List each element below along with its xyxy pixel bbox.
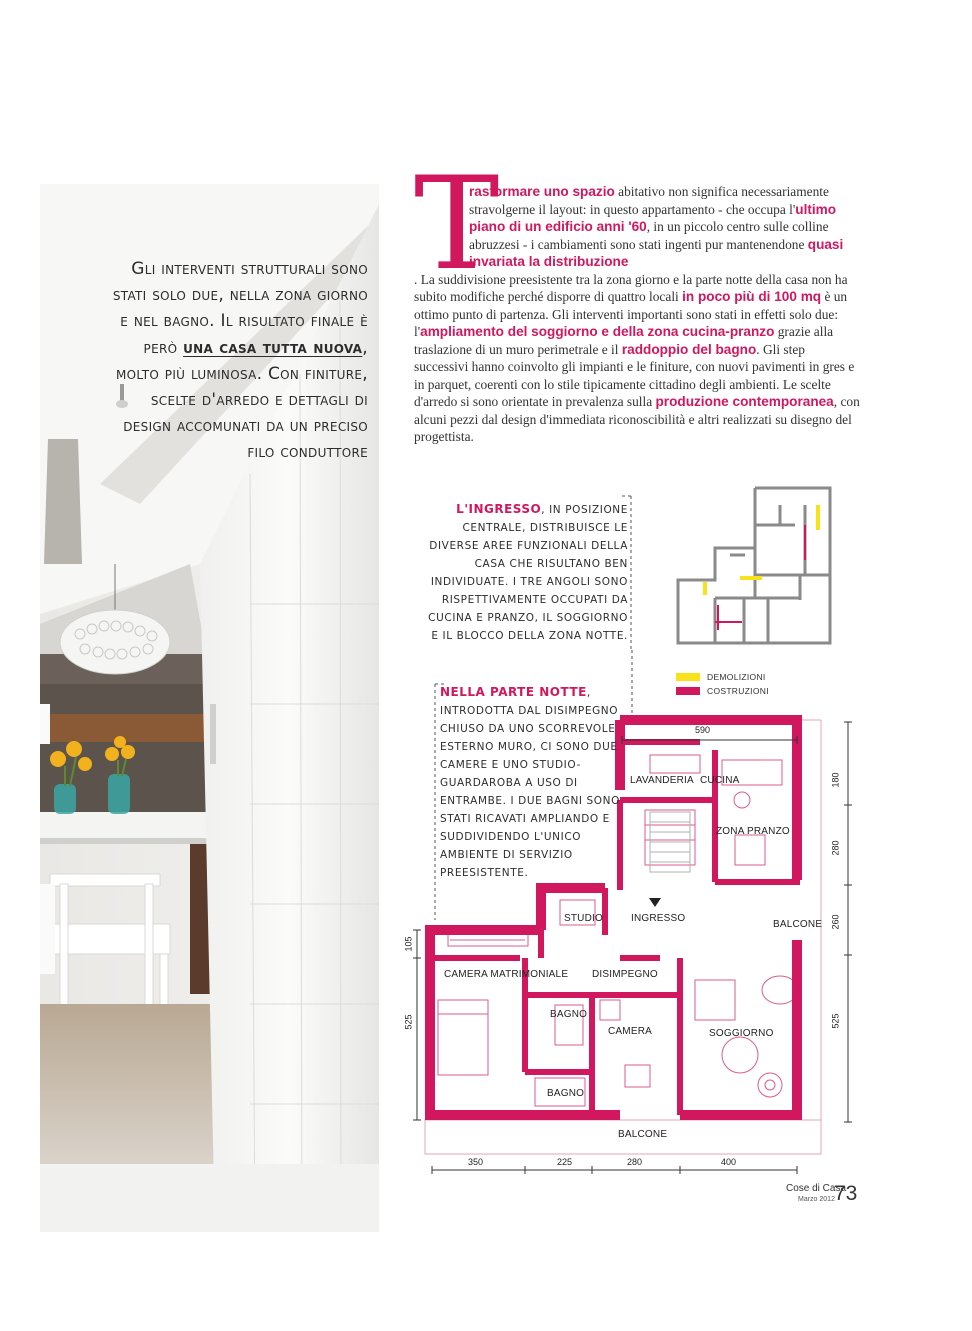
article-highlight: rasformare uno spazio <box>469 184 615 199</box>
article-highlight: ampliamento del soggiorno e della zona cucina-pranzo <box>420 324 775 339</box>
room-label-bagno-1: BAGNO <box>550 1009 588 1020</box>
article-highlight: quasi invariata la distribuzione <box>469 236 844 269</box>
article-text: , in un piccolo centro sulle colline abruzzesi - i cambiamenti sono stati ingenti pur mantenendone <box>469 219 829 252</box>
small-floor-plan <box>678 488 830 643</box>
issue-date: Marzo 2012 <box>798 1196 835 1203</box>
room-label-studio: STUDIO <box>564 913 603 924</box>
legend-label: COSTRUZIONI <box>707 686 769 696</box>
page-number: 73 <box>834 1182 858 1205</box>
caption-ingresso <box>428 500 628 645</box>
dimension-left-2: 525 <box>403 1014 414 1030</box>
dimension-bottom-4: 400 <box>721 1157 737 1167</box>
dimension-top: 590 <box>695 725 711 735</box>
dimension-bottom-2: 225 <box>557 1157 573 1167</box>
dimension-bottom-1: 350 <box>468 1157 484 1167</box>
article-text: . Gli step successivi hanno coinvolto gli impianti e le finiture, con nuovi pavimenti in gres e in parquet, coerenti con lo stile tipicamente cittadino degli ambienti. Le scelte d'arredo si sono orientate in prevalenza sulla <box>414 341 855 409</box>
article-text: . La suddivisione preesistente tra la zona giorno e la parte notte della casa non ha subito modifiche perché disporre di quattro locali <box>414 271 848 304</box>
legend-label: DEMOLIZIONI <box>707 672 766 682</box>
room-label-zona-pranzo: ZONA PRANZO <box>716 826 790 837</box>
dimension-right-4: 525 <box>830 1013 841 1029</box>
room-label-ingresso: INGRESSO <box>631 913 686 924</box>
legend-demolizioni <box>676 670 769 684</box>
magazine-name: Cose di Casa <box>786 1183 847 1194</box>
legend-swatch-pink <box>676 687 700 695</box>
article-highlight: ultimo piano di un edificio anni '60 <box>469 201 837 234</box>
article-text: abitativo non significa necessariamente stravolgerne il layout: in questo appartamento - che occupa l' <box>469 184 829 217</box>
legend-swatch-yellow <box>676 673 700 681</box>
article-text: grazie alla traslazione di un muro perimetrale e il <box>414 324 834 357</box>
room-label-balcone-east: BALCONE <box>773 919 823 930</box>
caption-notte <box>440 683 620 882</box>
room-label-disimpegno: DISIMPEGNO <box>592 969 658 980</box>
article-text: , con alcuni pezzi dal design d'immediata riconoscibilità e altri realizzati su disegno del progettista. <box>414 394 860 444</box>
dimension-right-1: 180 <box>830 772 841 788</box>
article-highlight: raddoppio del bagno <box>621 341 757 357</box>
room-label-camera: CAMERA <box>608 1026 652 1037</box>
caption-ingresso-text: , IN POSIZIONE CENTRALE, DISTRIBUISCE LE DIVERSE AREE FUNZIONALI DELLA CASA CHE RISULTANO BEN INDIVIDUATE. I TRE ANGOLI SONO RISPETTIVAMENTE OCCUPATI DA CUCINA E PRANZO, IL SOGGIORNO E IL BLOCCO DELLA ZONA NOTTE. <box>428 504 628 642</box>
pull-quote-highlight: una casa tutta nuova <box>183 337 363 358</box>
room-label-balcone-south: BALCONE <box>618 1129 668 1140</box>
pull-quote-text-2: , molto più luminosa. Con finiture, scelte d'arredo e dettagli di design accomunati da un preciso filo conduttore <box>115 337 368 463</box>
caption-notte-text: , INTRODOTTA DAL DISIMPEGNO CHIUSO DA UNO SCORREVOLE ESTERNO MURO, CI SONO DUE CAMERE E UNO STUDIO-GUARDAROBA A USO DI ENTRAMBE. I DUE BAGNI SONO STATI RICAVATI AMPLIANDO E SUDDIVIDENDO L'UNICO AMBIENTE DI SERVIZIO PREESISTENTE. <box>440 687 620 879</box>
room-label-bagno-2: BAGNO <box>547 1088 585 1099</box>
legend-costruzioni <box>676 684 769 698</box>
pull-quote-text-1: Gli interventi strutturali sono stati solo due, nella zona giorno e nel bagno. Il risultato finale è però <box>112 259 368 358</box>
caption-ingresso-title: L'INGRESSO <box>456 502 542 516</box>
dimension-left-1: 105 <box>403 936 414 952</box>
room-label-camera-matrimoniale: CAMERA MATRIMONIALE <box>444 969 569 980</box>
article-highlight: in poco più di 100 mq <box>682 289 822 304</box>
room-label-soggiorno: SOGGIORNO <box>709 1028 774 1039</box>
drop-cap: T <box>414 150 500 299</box>
plan-legend <box>676 670 769 698</box>
caption-notte-title: NELLA PARTE NOTTE <box>440 685 587 699</box>
dimension-right-3: 260 <box>830 914 841 930</box>
room-label-lavanderia: LAVANDERIA <box>630 775 694 786</box>
article-highlight: produzione contemporanea <box>655 394 834 409</box>
room-label-cucina: CUCINA <box>700 775 740 786</box>
dimension-right-2: 280 <box>830 840 841 856</box>
dimension-bottom-3: 280 <box>627 1157 643 1167</box>
article-text: è un ottimo punto di partenza. Gli interventi importanti sono stati in effetti solo due: l' <box>414 289 848 339</box>
